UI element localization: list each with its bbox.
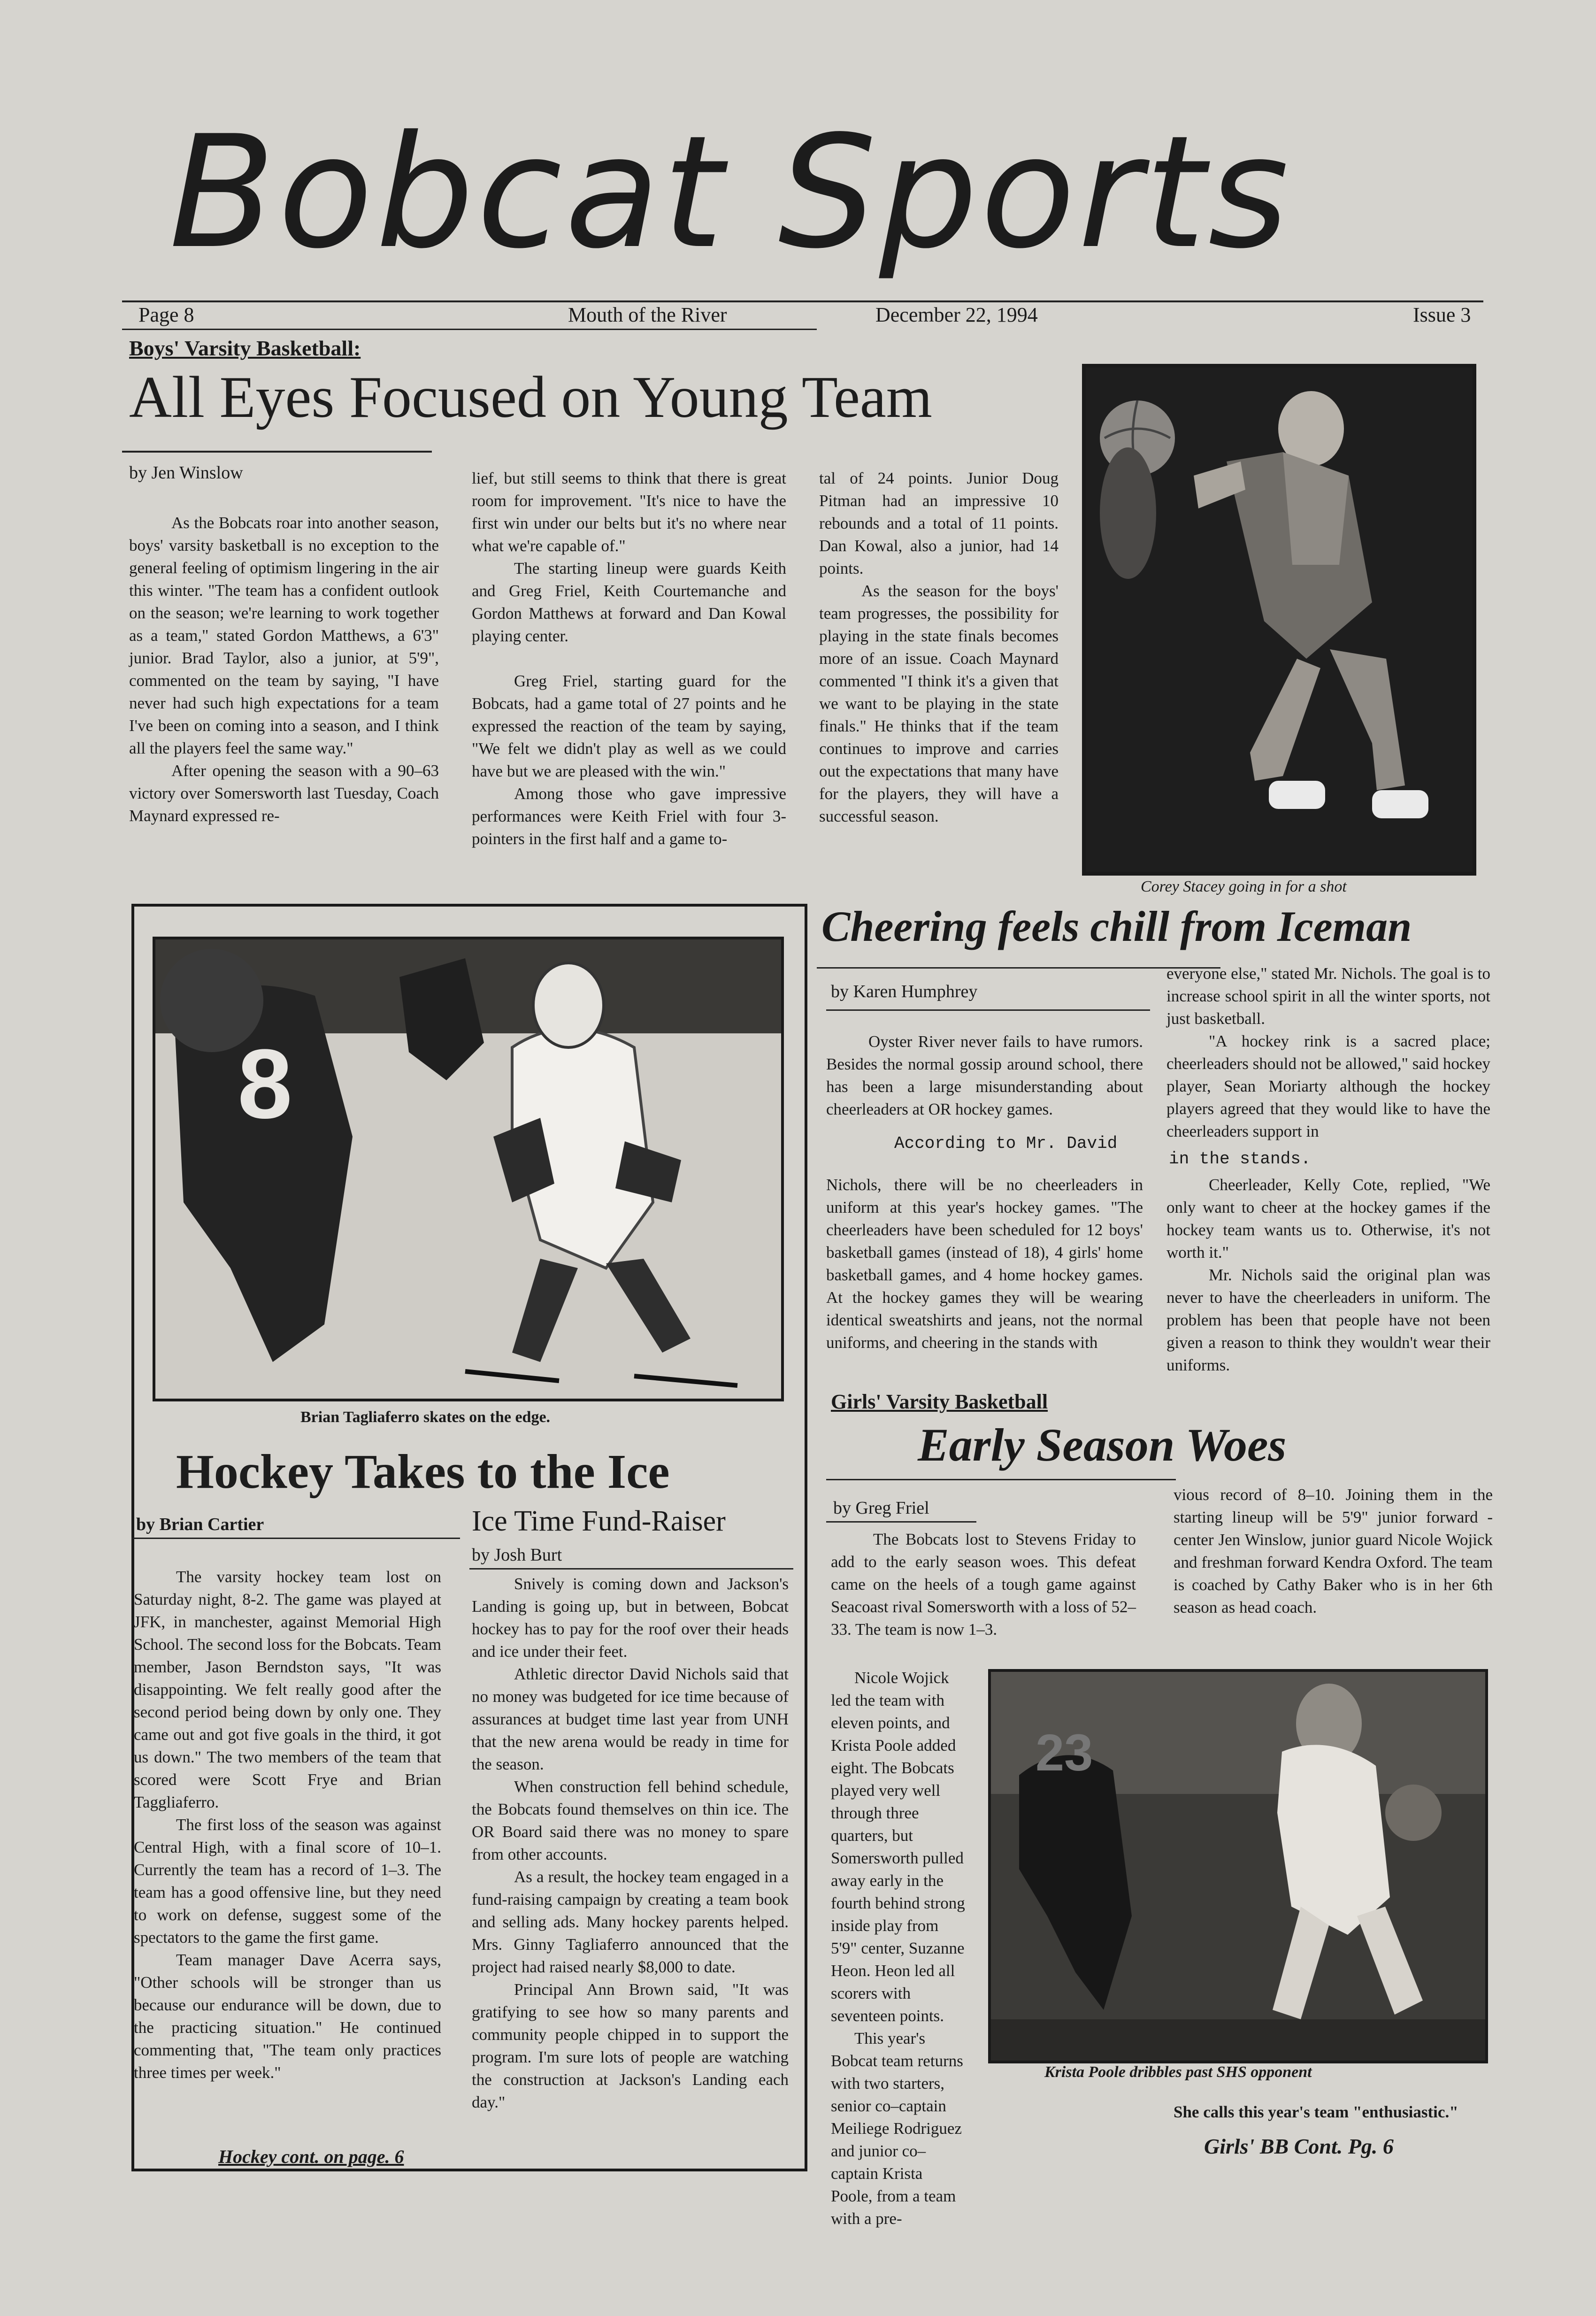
page-number: Page 8 [138, 303, 194, 326]
cheer-byline-rule [826, 1009, 1150, 1011]
paragraph: lief, but still seems to think that there is great room for improvement. "It's nice to have the first win under our belts but it's no where near what we're capable of." [472, 469, 786, 555]
paragraph: When construction fell behind schedule, the Bobcats found themselves on thin ice. The OR Board said there was no money to spare from other accounts. [472, 1777, 789, 1863]
boys-column-3 [819, 467, 1059, 828]
paragraph: Nicole Wojick led the team with eleven points, and Krista Poole added eight. The Bobcats played very well through three quarters, but Somersworth pulled away early in the fourth behind strong inside play from 5'9" center, Suzanne Heon. Heon led all scorers with seventeen points. [831, 1669, 965, 2025]
paragraph: Nichols, there will be no cheerleaders in uniform at this year's hockey games. "The cheerleaders have been scheduled for 12 boys' basketball games (instead of 18), 4 girls' home basketball games, and 4 home hockey games. At the hockey games they will be wearing identical sweatshirts and jeans, not the normal uniforms, and cheering in the stands with [826, 1176, 1143, 1352]
paragraph: Greg Friel, starting guard for the Bobcats, had a game total of 27 points and he expressed the reaction of the team by saying, "We felt we didn't play as well as we could have but we are pleased with the win." [472, 672, 786, 780]
girls-headline-rule [826, 1479, 1176, 1480]
paragraph: After opening the season with a 90–63 victory over Somersworth last Tuesday, Coach Maynard expressed re- [129, 762, 439, 825]
fundraiser-column [472, 1573, 789, 2114]
cheer-typed-line-1: According to Mr. David [894, 1134, 1118, 1153]
svg-text:23: 23 [1036, 1724, 1093, 1782]
paper-name: Mouth of the River [568, 303, 727, 326]
boys-headline-rule [122, 451, 432, 453]
girls-basketball-illustration [991, 1672, 1485, 2061]
girls-photo [988, 1669, 1488, 2063]
girls-headline: Early Season Woes [918, 1419, 1287, 1471]
boys-photo [1082, 364, 1476, 876]
paragraph: The starting lineup were guards Keith and Greg Friel, Keith Courtemanche and Gordon Matthews at forward and Dan Kowal playing center. [472, 559, 786, 645]
hockey-byline: by Brian Cartier [136, 1515, 264, 1534]
girls-continued-link[interactable]: Girls' BB Cont. Pg. 6 [1204, 2134, 1394, 2158]
paragraph: tal of 24 points. Junior Doug Pitman had an impressive 10 rebounds and a total of 11 points. Dan Kowal, also a junior, had 14 points. [819, 469, 1059, 577]
cheer-headline: Cheering feels chill from Iceman [821, 902, 1412, 950]
hockey-photo-caption: Brian Tagliaferro skates on the edge. [300, 1408, 551, 1426]
paragraph: The first loss of the season was against Central High, with a final score of 10–1. Currently the team has a record of 1–3. The team has a good offensive line, but they need to work on defense, suggest some of the spectators to the game the first game. [134, 1816, 441, 1947]
cheer-column-1 [826, 1031, 1143, 1121]
paragraph: As a result, the hockey team engaged in a fund-raising campaign by creating a team book and selling ads. Many hockey parents helped. Mrs. Ginny Tagliaferro announced that the project had raised nearly $8,000 to date. [472, 1868, 789, 1976]
issue-number: Issue 3 [1413, 303, 1471, 326]
girls-byline-rule [826, 1521, 976, 1523]
paragraph: Athletic director David Nichols said that no money was budgeted for ice time because of assurances at budget time last year from UNH that the new arena would be ready in time for the season. [472, 1665, 789, 1773]
cheer-typed-line-2: in the stands. [1169, 1149, 1311, 1169]
hockey-photo [153, 937, 784, 1401]
boys-byline: by Jen Winslow [129, 463, 243, 483]
cheer-byline: by Karen Humphrey [831, 982, 978, 1001]
girls-column-1-narrow [831, 1667, 967, 2230]
paragraph: everyone else," stated Mr. Nichols. The goal is to increase school spirit in all the winter sports, not just basketball. [1166, 964, 1490, 1028]
boys-headline: All Eyes Focused on Young Team [129, 365, 932, 430]
paragraph: Oyster River never fails to have rumors. Besides the normal gossip around school, there has been a large misunderstanding about cheerleaders at OR hockey games. [826, 1032, 1143, 1118]
basketball-player-illustration [1086, 368, 1473, 872]
masthead-title: Bobcat Sports [169, 102, 1292, 283]
paragraph: This year's Bobcat team returns with two starters, senior co–captain Meiliege Rodriguez and junior co–captain Krista Poole, from a team with a pre- [831, 2029, 963, 2228]
girls-end-quote: She calls this year's team "enthusiastic." [1174, 2103, 1458, 2121]
hockey-byline-rule [131, 1538, 460, 1539]
fundraiser-headline: Ice Time Fund-Raiser [472, 1505, 726, 1537]
fundraiser-byline-rule [469, 1568, 793, 1570]
paragraph: Among those who gave impressive performances were Keith Friel with four 3-pointers in the first half and a game to- [472, 785, 786, 848]
meta-rule [122, 329, 817, 330]
paragraph: "A hockey rink is a sacred place; cheerleaders should not be allowed," said hockey player, Sean Moriarty although the hockey players agreed that they would like to have the cheerleaders support in [1166, 1032, 1490, 1140]
girls-column-2 [1174, 1484, 1493, 1619]
cheer-column-2-cont [1166, 1174, 1490, 1377]
paragraph: Mr. Nichols said the original plan was never to have the cheerleaders in uniform. The problem has been that people have not been given a reason to think they wouldn't wear their uniforms. [1166, 1266, 1490, 1374]
cheer-column-2 [1166, 962, 1490, 1143]
paragraph: Principal Ann Brown said, "It was gratifying to see how so many parents and community people chipped in to support the program. I'm sure lots of people are watching the construction at Jackson's Landing each day." [472, 1980, 789, 2111]
paragraph: Snively is coming down and Jackson's Landing is going up, but in between, Bobcat hockey has to pay for the roof over their heads and ice under their feet. [472, 1575, 789, 1661]
hockey-column-1 [134, 1566, 441, 2084]
girls-column-1 [831, 1528, 1136, 1641]
hockey-headline: Hockey Takes to the Ice [176, 1445, 670, 1499]
paragraph: The varsity hockey team lost on Saturday night, 8-2. The game was played at JFK, in manchester, against Memorial High School. The second loss for the Bobcats. Team member, Jason Berndston says, "It was disappointing. We felt really good after the second period being down by only one. They came out and got five goals in the third, it got us down." The two members of the team that scored were Scott Frye and Brian Taggliaferro. [134, 1568, 441, 1811]
girls-byline: by Greg Friel [833, 1498, 929, 1518]
boys-photo-caption: Corey Stacey going in for a shot [1141, 878, 1347, 895]
paragraph: Team manager Dave Acerra says, "Other schools will be stronger than us because our endurance will be down, due to the practicing situation." He continued commenting that, "The team only practices three times per week." [134, 1951, 441, 2082]
cheer-column-1-cont [826, 1174, 1143, 1354]
girls-section-tag: Girls' Varsity Basketball [831, 1390, 1048, 1413]
issue-date: December 22, 1994 [875, 303, 1038, 326]
boys-column-1 [129, 512, 439, 827]
paragraph: vious record of 8–10. Joining them in the starting lineup will be 5'9" junior forward - center Jen Winslow, junior guard Nicole Wojick and freshman forward Kendra Oxford. The team is coached by Cathy Baker who is in her 6th season as head coach. [1174, 1485, 1493, 1616]
paragraph: Cheerleader, Kelly Cote, replied, "We only want to cheer at the hockey games if the hockey team wants us to. Otherwise, it's not worth it." [1166, 1176, 1490, 1262]
hockey-continued-link[interactable]: Hockey cont. on page. 6 [218, 2146, 404, 2167]
paragraph: As the Bobcats roar into another season, boys' varsity basketball is no exception to the general feeling of optimism lingering in the air this winter. "The team has a confident outlook on the season; we're learning to work together as a team," stated Gordon Matthews, a 6'3" junior. Brad Taylor, also a junior, at 5'9", commented on the team by saying, "I have never had such high expectations for a team I've been on coming into a season, and I think all the players feel the same way." [129, 514, 439, 757]
boys-column-2 [472, 467, 786, 850]
fundraiser-byline: by Josh Burt [472, 1545, 562, 1565]
masthead-rule [122, 300, 1483, 302]
boys-section-tag: Boys' Varsity Basketball: [129, 336, 361, 360]
girls-photo-caption: Krista Poole dribbles past SHS opponent [1044, 2063, 1312, 2081]
svg-text:8: 8 [238, 1029, 292, 1139]
paragraph: As the season for the boys' team progresses, the possibility for playing in the state finals becomes more of an issue. Coach Maynard commented "I think it's a given that we want to be playing in the state finals." He thinks that if the team continues to improve and carries out the expectations that many have for the players, they will have a successful season. [819, 582, 1059, 825]
paragraph: The Bobcats lost to Stevens Friday to add to the early season woes. This defeat came on the heels of a tough game against Seacoast rival Somersworth with a loss of 52–33. The team is now 1–3. [831, 1530, 1136, 1639]
cheer-headline-rule [817, 967, 1220, 969]
hockey-players-illustration [155, 939, 781, 1399]
